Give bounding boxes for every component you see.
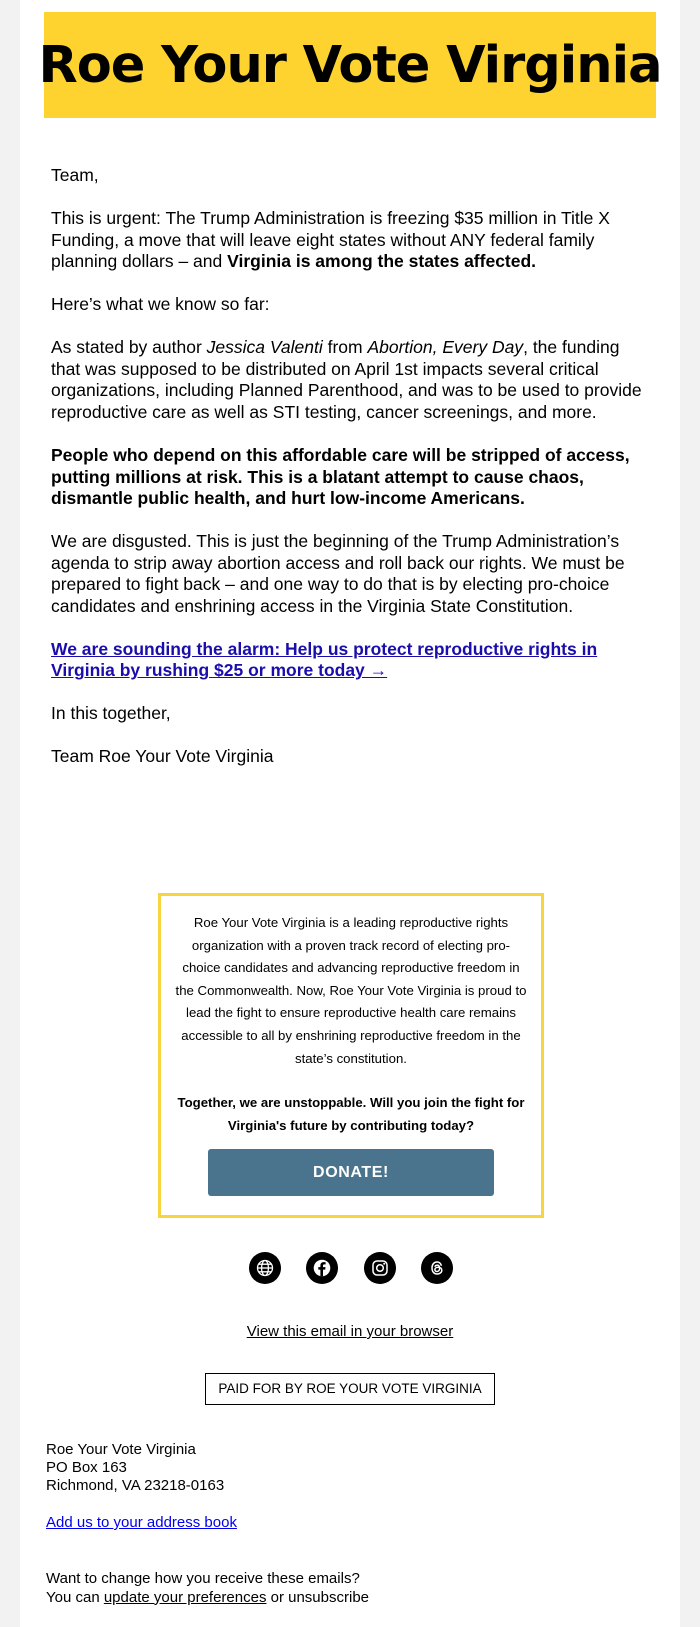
org-name: Roe Your Vote Virginia [46,1441,196,1458]
paragraph-urgent-text: This is urgent: The Trump Administration is freezing $35 million in Title X Funding, a move that will leave eight states without ANY federal family planning dollars – and [51,207,610,272]
prefs-line [46,1589,369,1608]
mailing-address [46,1441,224,1496]
greeting: Team, [51,165,99,185]
threads-icon [428,1259,446,1277]
paragraph-source [51,337,651,423]
threads-link[interactable] [421,1252,453,1284]
banner-title: Roe Your Vote Virginia [38,35,662,95]
email-preferences [46,1570,369,1607]
view-in-browser-link[interactable]: View this email in your browser [246,1323,454,1340]
unsubscribe-text: or unsubscribe [266,1588,370,1606]
instagram-icon [371,1259,389,1277]
po-box: PO Box 163 [46,1459,127,1477]
website-link[interactable] [249,1252,281,1284]
source-text-a: As stated by author [51,337,207,358]
paragraph-impact [51,445,651,510]
facebook-link[interactable] [306,1252,338,1284]
paragraph-urgent [51,208,651,273]
update-preferences-link[interactable]: update your preferences [103,1588,267,1606]
cta-paragraph [51,639,651,682]
social-links [249,1252,453,1284]
signature: Team Roe Your Vote Virginia [51,746,274,767]
prefs-you-can: You can [46,1588,104,1606]
letter-body [51,165,651,789]
paid-for-disclaimer: PAID FOR BY ROE YOUR VOTE VIRGINIA [205,1373,495,1405]
donate-cta-link[interactable]: We are sounding the alarm: Help us protect reproductive rights in Virginia by rushing $25 or more today → [51,638,598,681]
header-banner [38,12,662,118]
source-author: Jessica Valenti [206,337,323,358]
donation-promo-box [158,893,544,1218]
promo-description: Roe Your Vote Virginia is a leading reproductive rights organization with a proven track record of electing pro-choice candidates and advancing reproductive freedom in the Commonwealth. Now, Roe Your Vote Virginia is proud to lead the fight to ensure reproductive health care remains accessible to all by enshrining reproductive freedom in the state’s constitution. [175,915,527,1066]
paragraph-know-so-far: Here’s what we know so far: [51,294,270,315]
source-publication: Abortion, Every Day [367,337,524,358]
source-text-b: from [322,337,368,358]
donate-button[interactable]: DONATE! [208,1149,494,1196]
source-text-c: , the funding that was supposed to be distributed on April 1st impacts several critical organizations, including Planned Parenthood, and was to be used to provide reproductive care as well as STI testing, cancer screenings, and more. [51,337,642,422]
closing: In this together, [51,703,171,724]
add-to-address-book-link[interactable]: Add us to your address book [46,1514,237,1531]
globe-icon [256,1259,274,1277]
instagram-link[interactable] [364,1252,396,1284]
paragraph-disgusted: We are disgusted. This is just the beginning of the Trump Administration’s agenda to strip away abortion access and roll back our rights. We must be prepared to fight back – and one way to do that is by electing pro-choice candidates and enshrining access in the Virginia State Constitution. [51,531,625,616]
city-line: Richmond, VA 23218-0163 [46,1477,225,1495]
prefs-question: Want to change how you receive these emails? [46,1570,360,1587]
promo-appeal: Together, we are unstoppable. Will you join the fight for Virginia's future by contributing today? [177,1095,525,1133]
facebook-icon [313,1259,331,1277]
email-container [20,0,680,1627]
paragraph-urgent-emphasis: Virginia is among the states affected. [227,251,537,272]
impact-bold-text: People who depend on this affordable care will be stripped of access, putting millions at risk. This is a blatant attempt to cause chaos, dismantle public health, and hurt low-income Americans. [51,444,630,509]
